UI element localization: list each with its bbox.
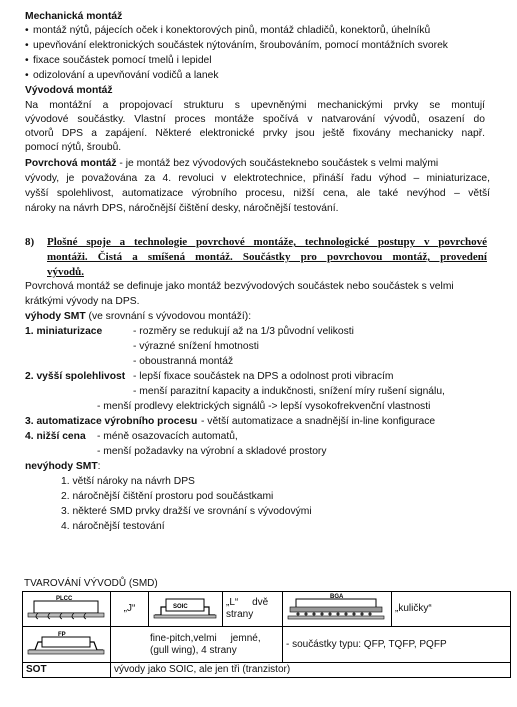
soic-cell: [149, 592, 223, 627]
mech-bullet: • montáž nýtů, pájecích oček i konektorových pinů, montáž chladičů, konektorů, úhelníků: [33, 24, 430, 38]
disadvantage-item: 4. náročnější testování: [61, 521, 165, 532]
advantages-heading-rest: (ve srovnání s vývodovou montáží):: [85, 311, 252, 322]
table-row: [23, 663, 511, 678]
soic-label: SOIC: [173, 604, 188, 610]
section-number: 8): [25, 236, 35, 248]
fp-cell: [23, 627, 111, 663]
table-caption: TVAROVÁNÍ VÝVODŮ (SMD): [24, 578, 158, 589]
plcc-label: PLCC: [56, 596, 73, 602]
vyvod-paragraph-line: pomocí nýtů, šroubů.: [25, 142, 122, 153]
vyvod-paragraph-line: Na montážní a propojovací strukturu s upevněnými mechanickými prvky se montují: [25, 100, 485, 111]
advantages-heading: výhody SMT: [25, 311, 86, 322]
l-lead-text-line: „L“ dvě: [226, 597, 269, 608]
smt-intro-line: Povrchová montáž se definuje jako montáž bezvývodových součástek nebo součástek s velmi: [25, 281, 454, 292]
povrch-paragraph-first-line: [25, 157, 485, 171]
disadvantage-item: 1. větší nároky na návrh DPS: [61, 476, 195, 487]
fp-label: FP: [58, 631, 66, 638]
sot-desc-cell: vývody jako SOIC, ale jen tři (tranzistor): [111, 663, 511, 678]
povrch-paragraph-line: nároky na návrh DPS, náročnější čištění desky, náročnější testování.: [25, 203, 339, 214]
povrch-paragraph-line: vyšší spolehlivost, automatizace výrobního procesu, nižší cena, ale také nevýhod – větší: [25, 188, 490, 199]
advantage-item: - menší požadavky na výrobní a skladové prostory: [97, 446, 327, 457]
lead-shape-table: [22, 591, 511, 678]
advantage-item: - rozměry se redukují až na 1/3 původní velikosti: [133, 326, 354, 337]
advantage-item: - výrazné snížení hmotnosti: [133, 341, 259, 352]
advantage-item: - oboustranná montáž: [133, 356, 234, 367]
mech-bullet: • upevňování elektronických součástek nýtováním, šroubováním, pomocí montážních svorek: [33, 39, 448, 53]
section-title-line: vývodů.: [47, 266, 84, 278]
vyvod-heading: Vývodová montáž: [25, 85, 113, 96]
disadvantage-item: 3. některé SMD prvky dražší ve srovnání s vývodovými: [61, 506, 312, 517]
bga-package-icon: [286, 593, 386, 621]
advantage-item: - méně osazovacích automatů,: [97, 431, 238, 442]
advantages-heading-line: [25, 310, 251, 324]
advantage-item: - lepší fixace součástek na DPS a odolnost proti vibracím: [133, 371, 394, 382]
sot-cell: SOT: [23, 663, 111, 678]
mech-bullet: • odizolování a upevňování vodičů a lanek: [33, 69, 218, 83]
smt-intro-line: krátkými vývody na DPS.: [25, 296, 140, 307]
section-title-line: montáži. Čistá a smíšená montáž. Součástky pro povrchovou montáž, provedení: [47, 251, 487, 263]
vyvod-paragraph-line: vývodové součástky. Vlastní proces montáže spočívá v natvarování vývodů, osazení do: [25, 114, 485, 125]
povrch-first-line-rest: - je montáž bez vývodových součásteknebo součástek s velmi malými: [116, 158, 439, 169]
fine-pitch-cell: [111, 627, 283, 663]
fine-pitch-text-line: fine-pitch,velmi jemné,: [150, 632, 261, 644]
advantage-label: 4. nižší cena: [25, 431, 86, 442]
l-lead-text-line: strany: [226, 609, 254, 620]
plcc-package-icon: [26, 593, 106, 621]
plcc-cell: [23, 592, 111, 627]
mech-heading: Mechanická montáž: [25, 11, 123, 22]
povrch-term: Povrchová montáž: [25, 158, 117, 169]
povrch-paragraph-line: vývody, je považována za 4. revoluci v elektrotechnice, přináší řadu výhod – miniaturizace,: [25, 173, 490, 184]
bga-cell: [283, 592, 392, 627]
advantage-label: 2. vyšší spolehlivost: [25, 371, 126, 382]
mech-bullet: • fixace součástek pomocí tmelů i lepidel: [33, 54, 212, 68]
table-row: [23, 592, 511, 627]
advantage-label: 3. automatizace výrobního procesu: [25, 416, 198, 427]
advantage-label: 1. miniaturizace: [25, 326, 103, 337]
advantage-item: - menší parazitní kapacity a indukčnosti, snížení míry rušení signálu,: [133, 386, 445, 397]
advantage-item: - menší prodlevy elektrických signálů -> lepší vysokofrekvenční vlastnosti: [97, 401, 431, 412]
disadvantages-colon: :: [97, 461, 101, 472]
disadvantage-item: 2. náročnější čištění prostoru pod součástkami: [61, 491, 274, 502]
disadvantages-heading-line: [25, 460, 101, 474]
advantage-item: - větší automatizace a snadnější in-line konfigurace: [201, 416, 436, 427]
section-title-line: Plošné spoje a technologie povrchové montáže, technologické postupy v povrchové: [47, 236, 487, 248]
l-lead-cell: [223, 592, 283, 627]
table-row: [23, 627, 511, 663]
bga-label: BGA: [330, 594, 344, 600]
vyvod-paragraph-line: otvorů DPS a zapájení. Některé elektronické prvky jsou ještě fixovány mechanicky např.: [25, 128, 485, 139]
fp-types-cell: - součástky typu: QFP, TQFP, PQFP: [283, 627, 511, 663]
j-lead-cell: „J“: [111, 592, 149, 627]
fine-pitch-text-line: (gull wing), 4 strany: [150, 644, 237, 656]
disadvantages-heading: nevýhody SMT: [25, 461, 98, 472]
fp-package-icon: [26, 629, 106, 657]
soic-package-icon: [152, 593, 218, 621]
ball-lead-cell: „kuličky“: [392, 592, 511, 627]
